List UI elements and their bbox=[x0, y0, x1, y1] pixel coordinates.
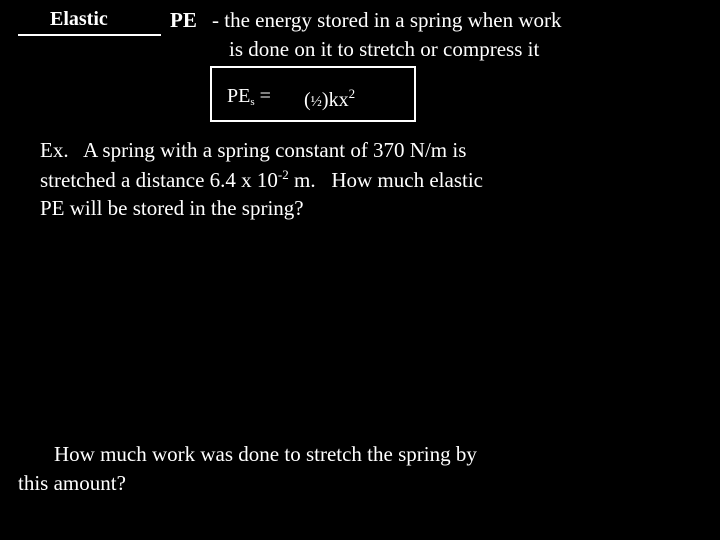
formula-lhs-subscript: s bbox=[250, 96, 255, 108]
example-line-2-post: m. How much elastic bbox=[288, 168, 483, 192]
example-line-2-exponent: -2 bbox=[277, 167, 289, 182]
example-line-3: PE will be stored in the spring? bbox=[40, 196, 304, 220]
formula-lhs bbox=[227, 85, 271, 108]
formula-rhs-half: ½ bbox=[310, 94, 322, 110]
question-line-1: How much work was done to stretch the spring by bbox=[54, 442, 477, 466]
example-line-2-pre: stretched a distance 6.4 x 10 bbox=[40, 168, 278, 192]
term-pe: PE bbox=[170, 8, 197, 32]
example-line-1: Ex. A spring with a spring constant of 370 N/m is bbox=[40, 138, 467, 162]
definition-line-1: - the energy stored in a spring when work bbox=[212, 8, 562, 32]
formula-rhs-open: ( bbox=[304, 89, 311, 111]
formula-equals: = bbox=[254, 85, 271, 107]
formula-rhs bbox=[304, 86, 355, 112]
fill-in-blank-line bbox=[18, 34, 161, 36]
formula-rhs-mid: )kx bbox=[321, 89, 349, 111]
definition-line-2: is done on it to stretch or compress it bbox=[229, 37, 540, 61]
question-line-2: this amount? bbox=[18, 471, 126, 495]
example-line-2 bbox=[40, 167, 483, 193]
formula-lhs-main: PE bbox=[227, 85, 251, 107]
blank-answer: Elastic bbox=[50, 8, 108, 30]
formula-rhs-exponent: 2 bbox=[348, 86, 356, 101]
